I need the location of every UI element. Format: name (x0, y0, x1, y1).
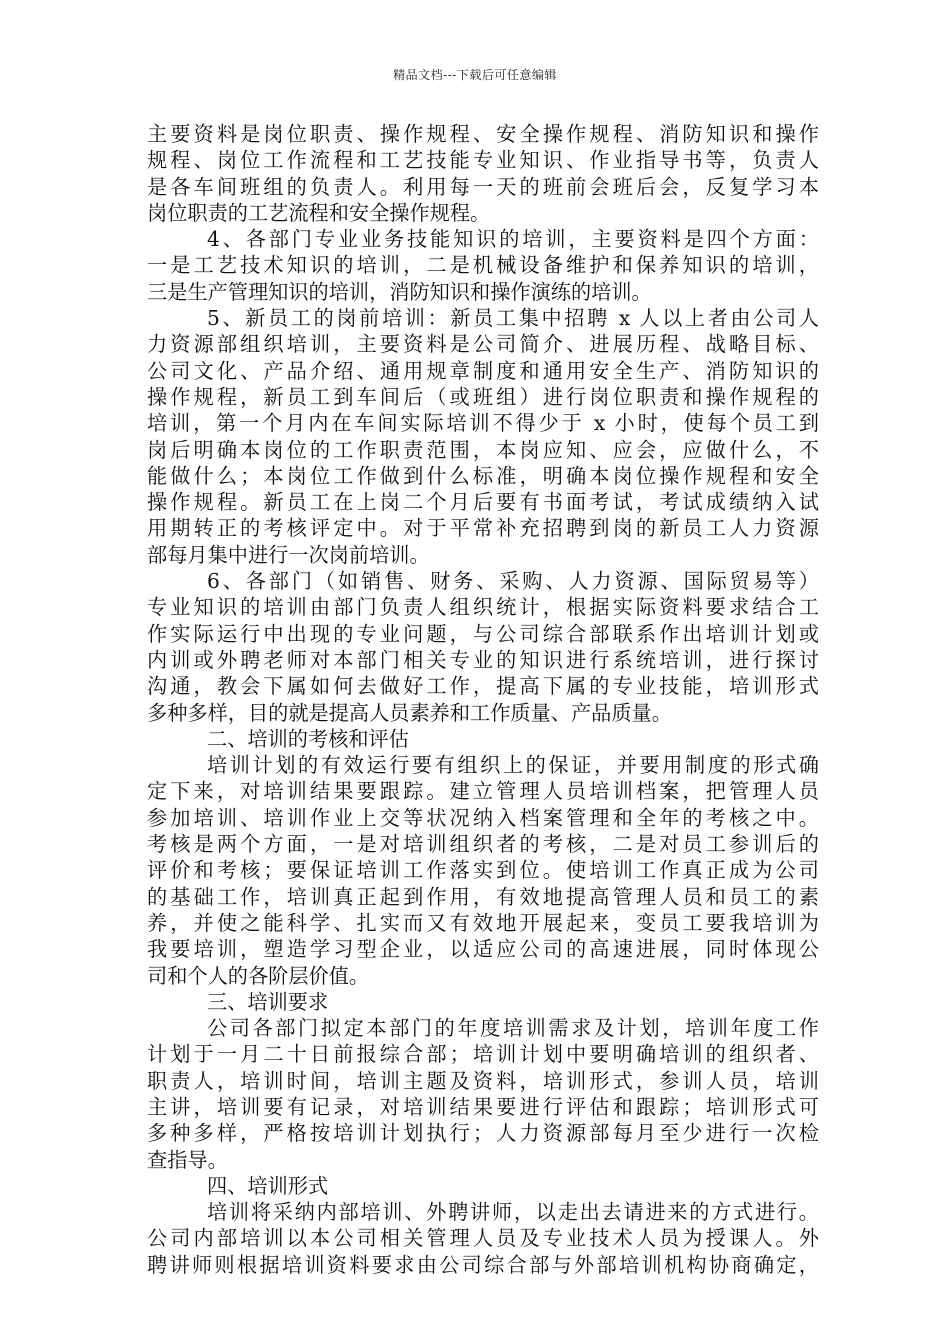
text-line: 4、各部门专业业务技能知识的培训，主要资料是四个方面： (207, 227, 819, 252)
text-line: 评价和考核；要保证培训工作落实到位。使培训工作真正成为公司 (147, 858, 819, 883)
text-line: 二、培训的考核和评估 (207, 726, 409, 751)
text-line: 参加培训、培训作业上交等状况纳入档案管理和全年的考核之中。 (147, 805, 819, 830)
text-line: 是各车间班组的负责人。利用每一天的班前会班后会，反复学习本 (147, 174, 819, 199)
text-line: 主讲，培训要有记录，对培训结果要进行评估和跟踪；培训形式可 (147, 1094, 819, 1119)
text-line: 我要培训，塑造学习型企业，以适应公司的高速进展，同时体现公 (147, 937, 819, 962)
text-line: 定下来，对培训结果要跟踪。建立管理人员培训档案，把管理人员 (147, 779, 819, 804)
text-line: 多种多样，严格按培训计划执行；人力资源部每月至少进行一次检 (147, 1121, 819, 1146)
text-line: 的基础工作，培训真正起到作用，有效地提高管理人员和员工的素 (147, 884, 819, 909)
text-line: 四、培训形式 (207, 1173, 329, 1198)
text-line: 操作规程，新员工到车间后（或班组）进行岗位职责和操作规程的 (147, 384, 819, 409)
text-line: 养，并使之能科学、扎实而又有效地开展起来，变员工要我培训为 (147, 910, 819, 935)
text-line: 公司文化、产品介绍、通用规章制度和通用安全生产、消防知识的 (147, 358, 819, 383)
text-line: 三是生产管理知识的培训，消防知识和操作演练的培训。 (147, 279, 652, 304)
text-line: 培训将采纳内部培训、外聘讲师，以走出去请进来的方式进行。 (207, 1200, 819, 1225)
text-line: 计划于一月二十日前报综合部；培训计划中要明确培训的组织者、 (147, 1042, 819, 1067)
text-line: 多种多样，目的就是提高人员素养和工作质量、产品质量。 (147, 700, 672, 725)
text-line: 查指导。 (147, 1147, 228, 1172)
page-header: 精品文档---下载后可任意编辑 (393, 68, 557, 82)
text-line: 职责人，培训时间，培训主题及资料，培训形式，参训人员，培训 (147, 1068, 819, 1093)
text-line: 一是工艺技术知识的培训，二是机械设备维护和保养知识的培训， (147, 253, 819, 278)
text-line: 内训或外聘老师对本部门相关专业的知识进行系统培训，进行探讨 (147, 647, 819, 672)
document-body (147, 121, 819, 1278)
text-line: 培训，第一个月内在车间实际培训不得少于 x 小时，使每个员工到 (147, 411, 819, 436)
text-line: 公司内部培训以本公司相关管理人员及专业技术人员为授课人。外 (147, 1226, 819, 1251)
text-line: 主要资料是岗位职责、操作规程、安全操作规程、消防知识和操作 (147, 122, 819, 146)
text-line: 培训计划的有效运行要有组织上的保证，并要用制度的形式确 (207, 753, 819, 778)
text-line: 司和个人的各阶层价值。 (147, 963, 370, 988)
text-line: 6、各部门（如销售、财务、采购、人力资源、国际贸易等） (207, 569, 819, 594)
text-line: 岗后明确本岗位的工作职责范围，本岗应知、应会，应做什么，不 (147, 437, 819, 462)
text-line: 沟通，教会下属如何去做好工作，提高下属的专业技能，培训形式 (147, 674, 819, 699)
text-line: 用期转正的考核评定中。对于平常补充招聘到岗的新员工人力资源 (147, 516, 819, 541)
text-line: 作实际运行中出现的专业问题，与公司综合部联系作出培训计划或 (147, 621, 819, 646)
text-line: 公司各部门拟定本部门的年度培训需求及计划，培训年度工作 (207, 1016, 819, 1041)
text-line: 专业知识的培训由部门负责人组织统计，根据实际资料要求结合工 (147, 595, 819, 620)
text-line: 能做什么；本岗位工作做到什么标准，明确本岗位操作规程和安全 (147, 463, 819, 488)
text-line: 部每月集中进行一次岗前培训。 (147, 542, 430, 567)
text-line: 操作规程。新员工在上岗二个月后要有书面考试，考试成绩纳入试 (147, 490, 819, 515)
text-line: 5、新员工的岗前培训：新员工集中招聘 x 人以上者由公司人 (207, 306, 819, 331)
text-line: 力资源部组织培训，主要资料是公司简介、进展历程、战略目标、 (147, 332, 819, 357)
text-line: 岗位职责的工艺流程和安全操作规程。 (147, 200, 491, 225)
text-line: 三、培训要求 (207, 989, 329, 1014)
text-line: 考核是两个方面，一是对培训组织者的考核，二是对员工参训后的 (147, 832, 819, 857)
text-line: 聘讲师则根据培训资料要求由公司综合部与外部培训机构协商确定， (147, 1252, 819, 1277)
text-line: 规程、岗位工作流程和工艺技能专业知识、作业指导书等，负责人 (147, 148, 819, 173)
